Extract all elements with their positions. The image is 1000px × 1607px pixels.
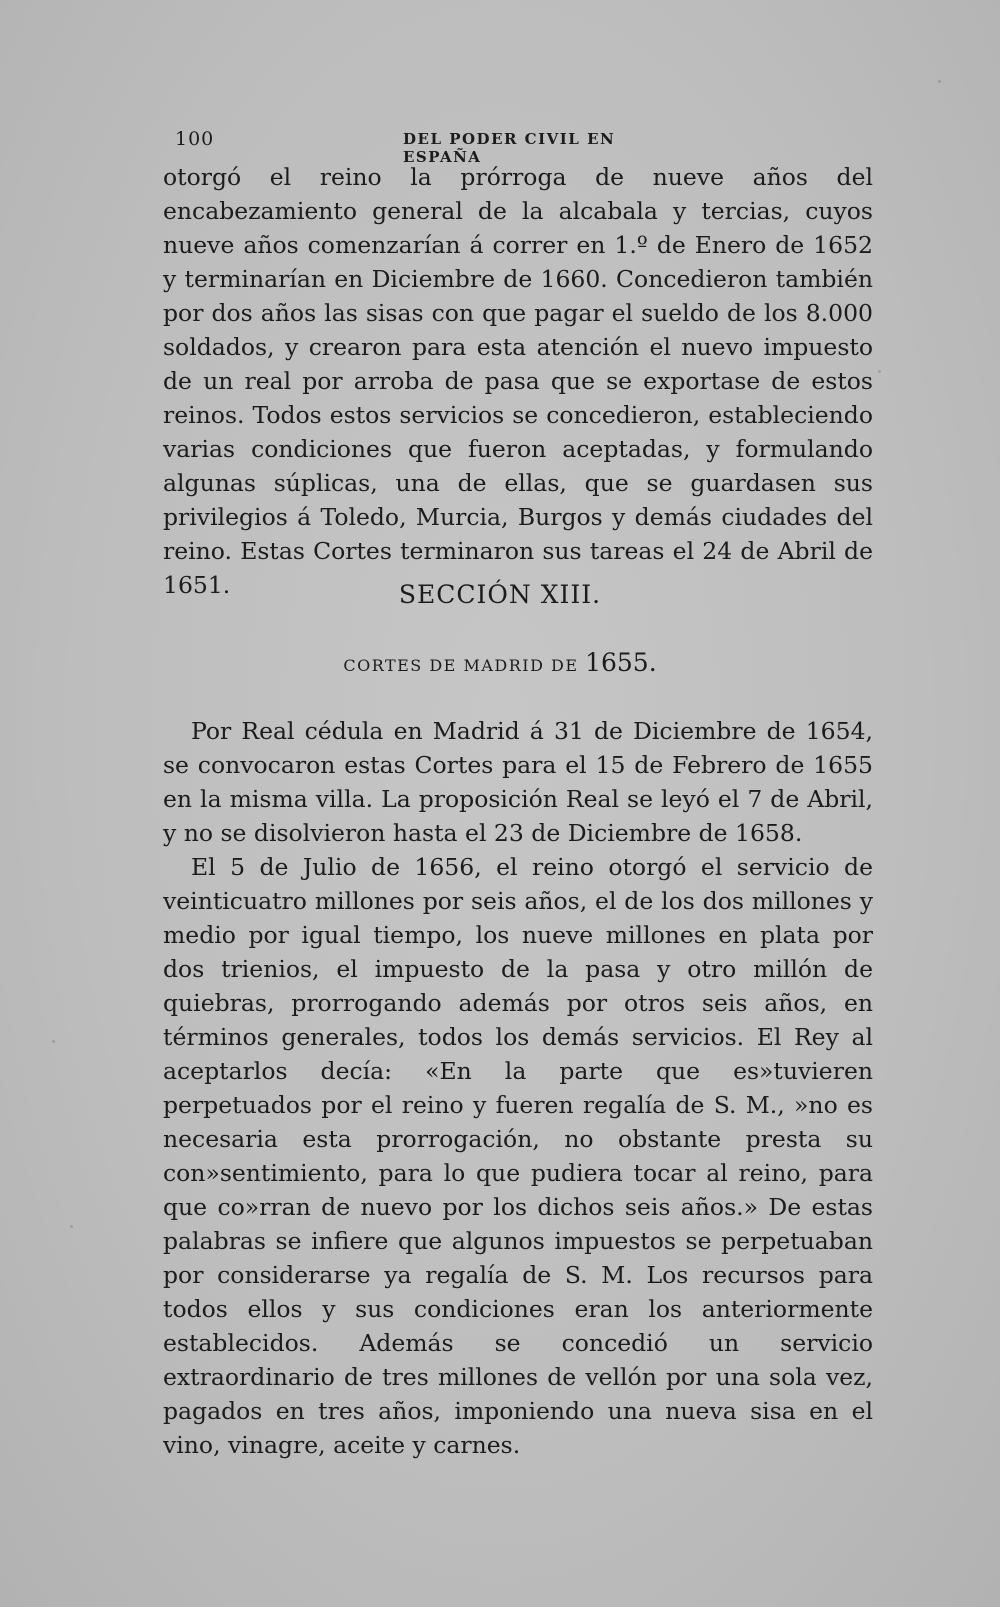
section-subheading-year: 1655. <box>585 648 657 677</box>
paper-speck <box>938 80 941 83</box>
paper-speck <box>70 1225 73 1228</box>
page-number: 100 <box>175 128 215 150</box>
section-paragraph-1: Por Real cédula en Madrid á 31 de Diciembre de 1654, se convocaron estas Cortes para el 15 de Febrero de 1655 en la misma villa. La proposición Real se leyó el 7 de Abril, y no se disolvieron hasta el 23 de Diciembre de 1658. <box>163 717 873 847</box>
paper-speck <box>878 370 881 373</box>
section-paragraph-2: El 5 de Julio de 1656, el reino otorgó el servicio de veinticuatro millones por seis años, el de los dos millones y medio por igual tiempo, los nueve millones en plata por dos trienios, el impuesto de la pasa y otro millón de quiebras, prorrogando además por otros seis años, en términos generales, todos los demás servicios. El Rey al aceptarlos decía: «En la parte que es»tuvieren perpetuados por el reino y fueren regalía de S. M., »no es necesaria esta prorrogación, no obstante presta su con»sentimiento, para lo que pudiera tocar al reino, para que co»rran de nuevo por los dichos seis años.» De estas palabras se infiere que algunos impuestos se perpetuaban por considerarse ya regalía de S. M. Los recursos para todos ellos y sus condiciones eran los anteriormente establecidos. Además se concedió un servicio extraordinario de tres millones de vellón por una sola vez, pagados en tres años, imponiendo una nueva sisa en el vino, vinagre, aceite y carnes. <box>163 853 873 1459</box>
section-subheading <box>0 648 1000 677</box>
running-title: DEL PODER CIVIL EN ESPAÑA <box>403 130 616 166</box>
section-text-block <box>163 714 873 1462</box>
paper-speck <box>52 1040 55 1043</box>
section-subheading-text: CORTES DE MADRID DE <box>343 656 579 675</box>
page-header <box>175 128 695 166</box>
section-heading: SECCIÓN XIII. <box>398 580 602 609</box>
paragraph-continued: otorgó el reino la prórroga de nueve años del encabezamiento general de la alcabala y tercias, cuyos nueve años comenzarían á correr en 1.º de Enero de 1652 y terminarían en Diciembre de 1660. Concedieron también por dos años las sisas con que pagar el sueldo de los 8.000 soldados, y crearon para esta atención el nuevo impuesto de un real por arroba de pasa que se exportase de estos reinos. Todos estos servicios se concedieron, estableciendo varias condiciones que fueron aceptadas, y formulando algunas súplicas, una de ellas, que se guardasen sus privilegios á Toledo, Murcia, Burgos y demás ciudades del reino. Estas Cortes terminaron sus tareas el 24 de Abril de 1651. <box>163 163 873 599</box>
continued-text-block <box>163 160 873 602</box>
